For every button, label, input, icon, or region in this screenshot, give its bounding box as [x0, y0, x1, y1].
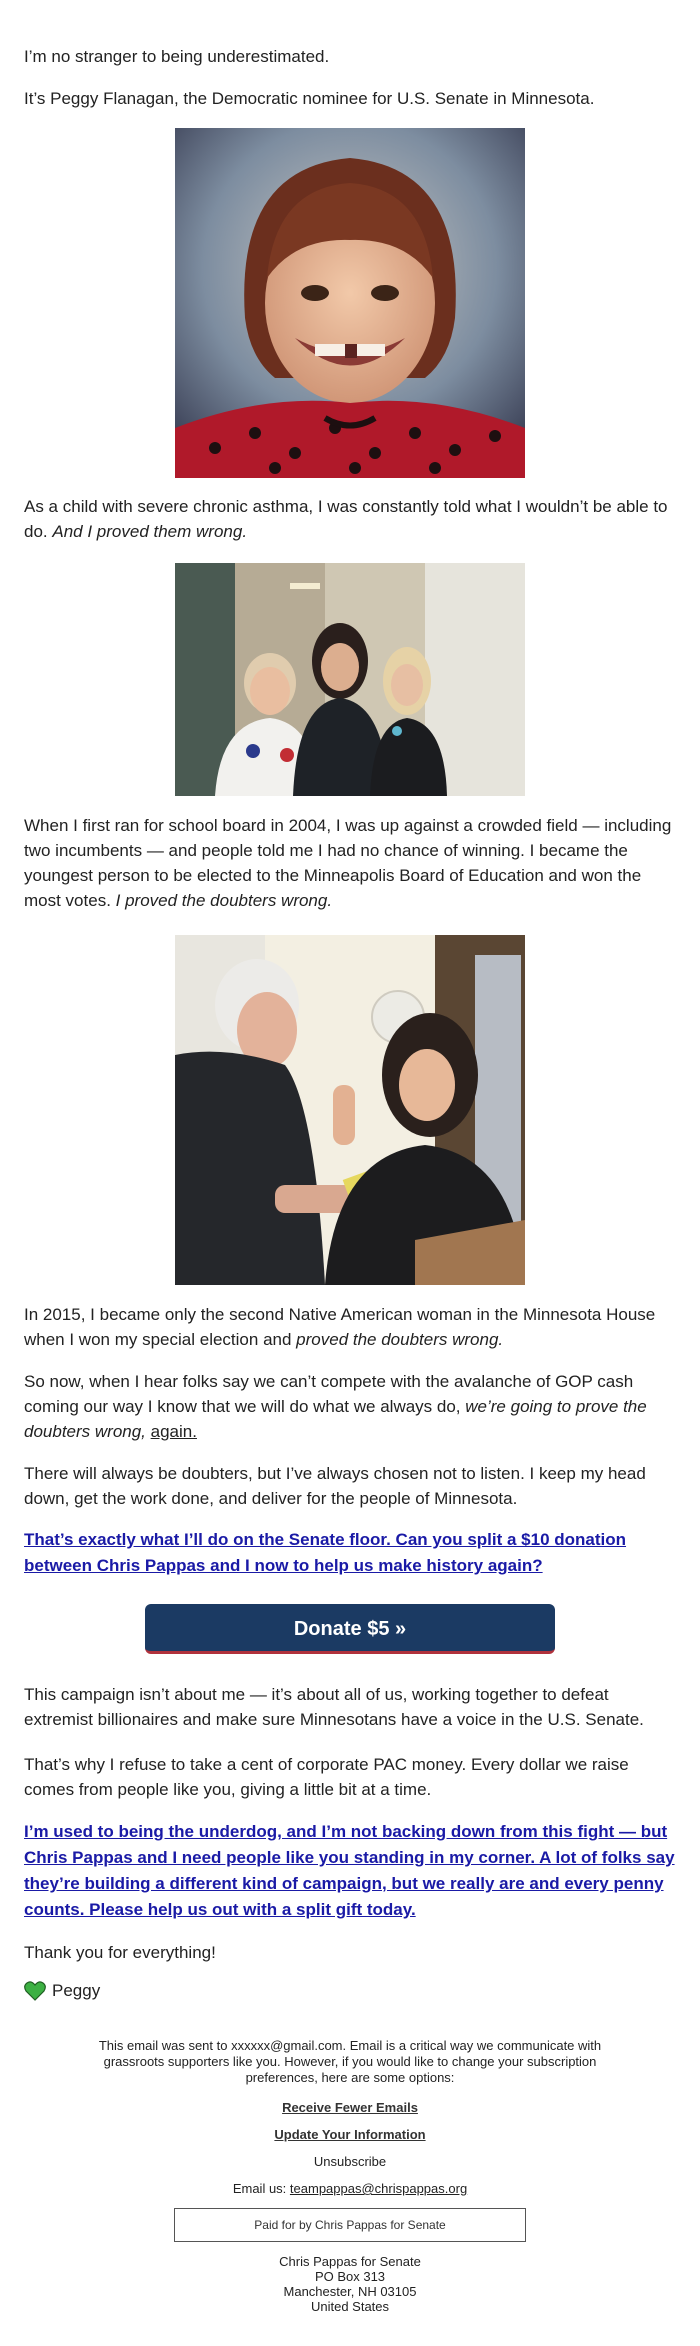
asthma-emphasis: And I proved them wrong. — [52, 522, 248, 541]
school-board-emphasis: I proved the doubters wrong. — [115, 891, 333, 910]
green-heart-icon — [24, 1981, 46, 2001]
campaign-paragraph: This campaign isn’t about me — it’s about all of us, working together to defeat extremist billionaires and make sure Minnesotans have a voice in the U.S. Senate. — [24, 1685, 644, 1729]
address-line: Chris Pappas for Senate — [279, 2254, 421, 2269]
signature — [24, 1981, 100, 2001]
gop-cash-paragraph — [24, 1369, 678, 1444]
native-american-paragraph — [24, 1302, 678, 1352]
native-american-emphasis: proved the doubters wrong. — [296, 1330, 504, 1349]
split-donation-link[interactable]: That’s exactly what I’ll do on the Senate floor. Can you split a $10 donation between Chris Pappas and I now to help us make history again? — [24, 1530, 627, 1575]
receive-fewer-emails-link[interactable]: Receive Fewer Emails — [282, 2100, 418, 2115]
school-board-text: When I first ran for school board in 2004, I was up against a crowded field — including two incumbents — and people told me I had no chance of winning. I became the youngest person to be elected to the Minneapolis Board of Education and won the most votes. — [24, 816, 672, 910]
paid-for-box: Paid for by Chris Pappas for Senate — [174, 2208, 526, 2242]
gop-cash-emphasis: we’re going to prove the doubters wrong, — [24, 1397, 647, 1441]
asthma-text: As a child with severe chronic asthma, I was constantly told what I wouldn’t be able to do. — [24, 497, 668, 541]
address-line: PO Box 313 — [314, 2269, 386, 2284]
email-us-label: Email us: — [232, 2181, 287, 2196]
email-us-line — [70, 2181, 630, 2196]
underdog-link[interactable]: I’m used to being the underdog, and I’m not backing down from this fight — but Chris Pappas and I need people like you standing in my corner. A lot of folks say they’re building a different kind of campaign, but we really are and every penny counts. Please help us out with a split gift today. — [24, 1822, 675, 1919]
pac-paragraph: That’s why I refuse to take a cent of corporate PAC money. Every dollar we raise comes from people like you, giving a little bit at a time. — [24, 1755, 629, 1799]
address-line: United States — [310, 2299, 390, 2314]
donate-button[interactable]: Donate $5 » — [145, 1604, 555, 1654]
email-us-address-link[interactable]: teampappas@chrispappas.org — [289, 2181, 468, 2196]
mailing-address — [70, 2254, 630, 2314]
thanks-line: Thank you for everything! — [24, 1943, 216, 1962]
childhood-photo — [175, 128, 525, 478]
school-board-paragraph — [24, 813, 678, 913]
school-board-photo — [175, 563, 525, 796]
update-information-link[interactable]: Update Your Information — [274, 2127, 426, 2142]
gop-cash-text: So now, when I hear folks say we can’t compete with the avalanche of GOP cash coming our way I know that we will do what we always do, — [24, 1372, 634, 1416]
footer-notice: This email was sent to xxxxxx@gmail.com. Email is a critical way we communicate with grassroots supporters like you. However, if you would like to change your subscription preferences, here are some options: — [98, 2038, 602, 2085]
address-line: Manchester, NH 03105 — [283, 2284, 417, 2299]
signature-name: Peggy — [52, 1981, 101, 2000]
doubters-paragraph: There will always be doubters, but I’ve always chosen not to listen. I keep my head down, get the work done, and deliver for the people of Minnesota. — [24, 1464, 646, 1508]
native-american-text: In 2015, I became only the second Native American woman in the Minnesota House when I won my special election and — [24, 1305, 656, 1349]
swearing-in-photo — [175, 935, 525, 1285]
again-link[interactable]: again. — [150, 1422, 197, 1441]
unsubscribe-link[interactable]: Unsubscribe — [313, 2154, 387, 2169]
intro-line-2: It’s Peggy Flanagan, the Democratic nominee for U.S. Senate in Minnesota. — [24, 89, 595, 108]
asthma-paragraph — [24, 494, 676, 544]
intro-line-1: I’m no stranger to being underestimated. — [24, 47, 330, 66]
footer — [70, 2038, 630, 2314]
